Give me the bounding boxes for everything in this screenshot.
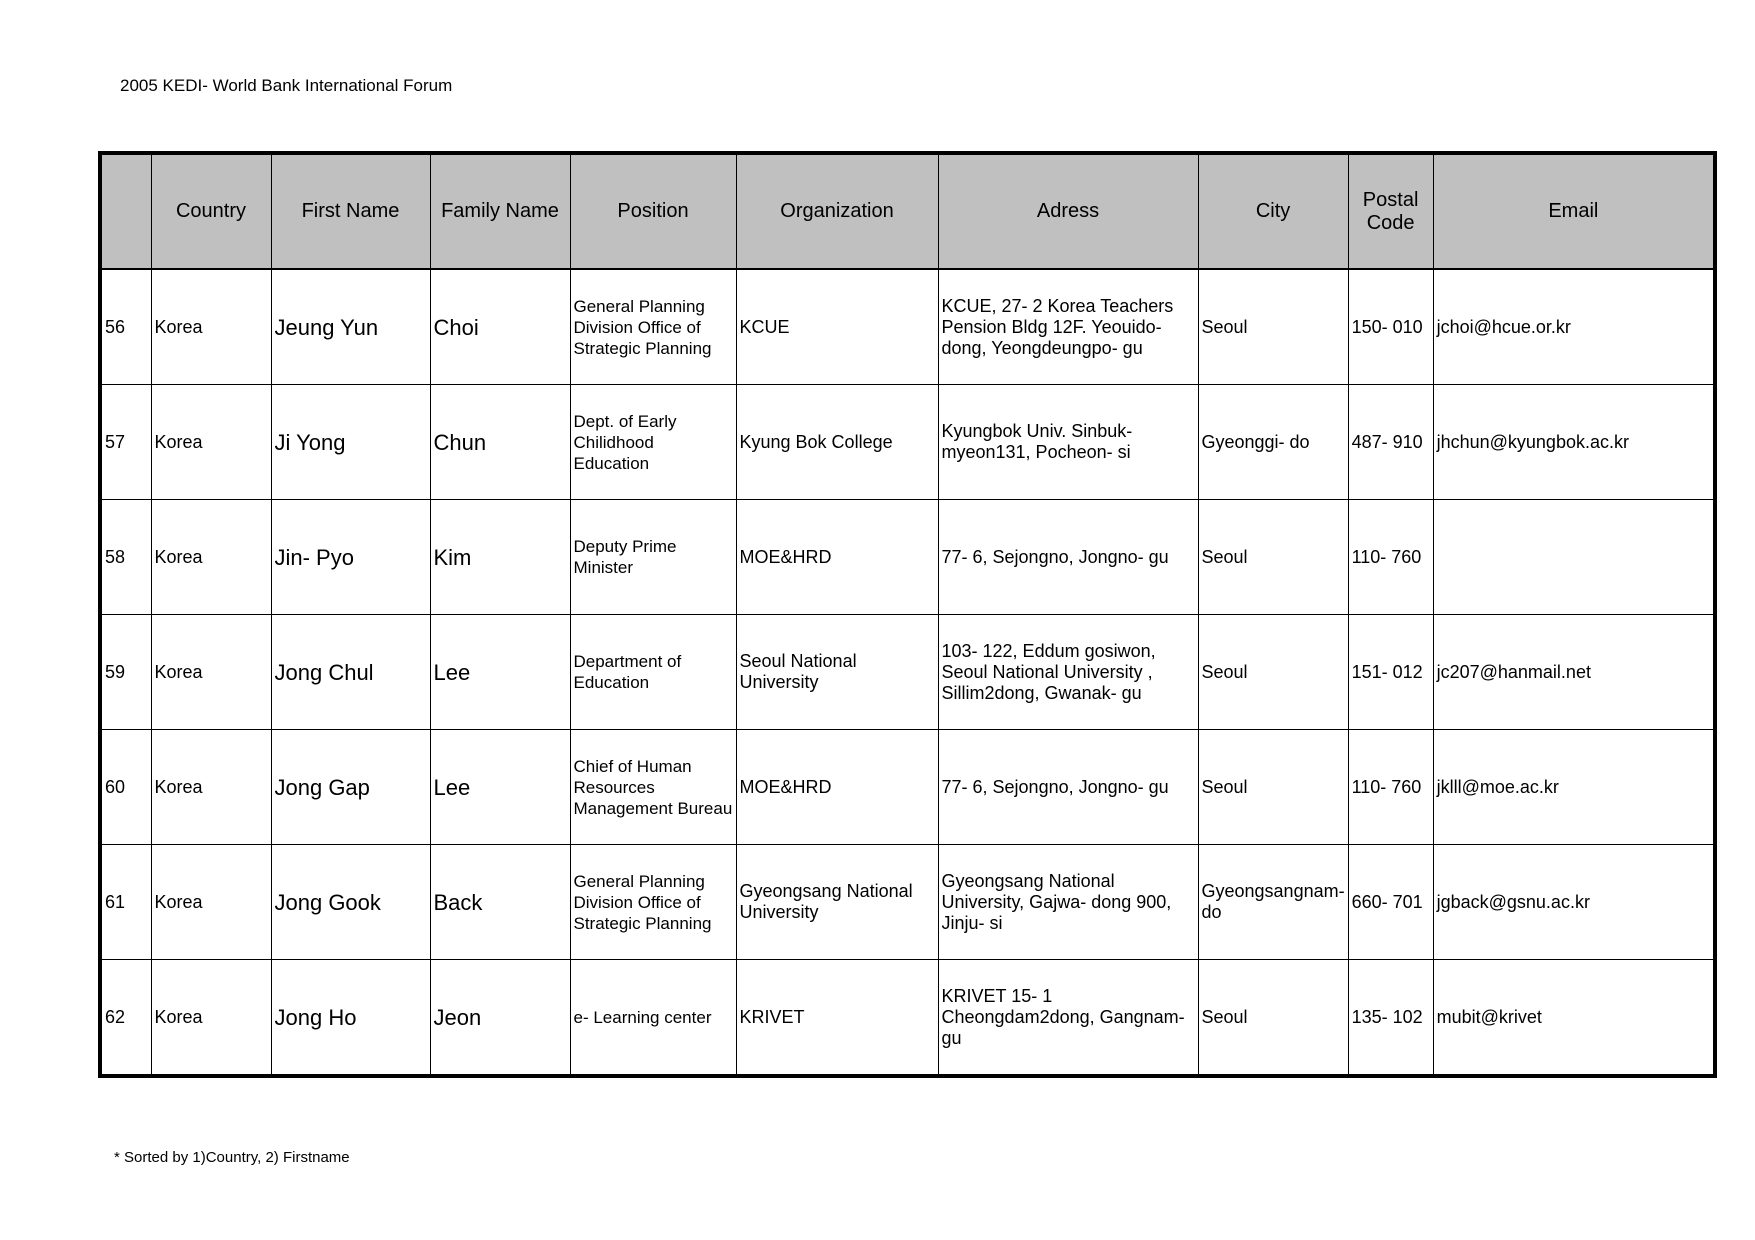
cell-family: Lee (430, 615, 570, 730)
table-row (100, 845, 1715, 960)
cell-org: KRIVET (736, 960, 938, 1077)
cell-no: 62 (100, 960, 151, 1077)
cell-first: Jong Chul (271, 615, 430, 730)
table-row (100, 615, 1715, 730)
cell-city: Gyeonggi- do (1198, 385, 1348, 500)
cell-country: Korea (151, 269, 271, 385)
header-postal-code: Postal Code (1348, 153, 1433, 269)
cell-position: General Planning Division Office of Strategic Planning (570, 269, 736, 385)
cell-city: Gyeongsangnam- do (1198, 845, 1348, 960)
cell-no: 57 (100, 385, 151, 500)
cell-postal: 150- 010 (1348, 269, 1433, 385)
cell-address: 77- 6, Sejongno, Jongno- gu (938, 500, 1198, 615)
cell-first: Jeung Yun (271, 269, 430, 385)
cell-no: 60 (100, 730, 151, 845)
cell-no: 59 (100, 615, 151, 730)
cell-postal: 151- 012 (1348, 615, 1433, 730)
header-organization: Organization (736, 153, 938, 269)
cell-country: Korea (151, 500, 271, 615)
cell-first: Jong Gook (271, 845, 430, 960)
table-row (100, 960, 1715, 1077)
cell-postal: 487- 910 (1348, 385, 1433, 500)
cell-no: 56 (100, 269, 151, 385)
table-row (100, 385, 1715, 500)
cell-postal: 110- 760 (1348, 500, 1433, 615)
cell-address: Gyeongsang National University, Gajwa- dong 900, Jinju- si (938, 845, 1198, 960)
cell-family: Kim (430, 500, 570, 615)
table-row (100, 730, 1715, 845)
cell-city: Seoul (1198, 730, 1348, 845)
cell-family: Choi (430, 269, 570, 385)
header-number (100, 153, 151, 269)
cell-family: Back (430, 845, 570, 960)
footnote: * Sorted by 1)Country, 2) Firstname (114, 1149, 350, 1166)
cell-address: KRIVET 15- 1 Cheongdam2dong, Gangnam- gu (938, 960, 1198, 1077)
header-city: City (1198, 153, 1348, 269)
cell-first: Jong Ho (271, 960, 430, 1077)
cell-postal: 660- 701 (1348, 845, 1433, 960)
cell-address: Kyungbok Univ. Sinbuk- myeon131, Pocheon- si (938, 385, 1198, 500)
cell-org: Seoul National University (736, 615, 938, 730)
cell-no: 61 (100, 845, 151, 960)
cell-city: Seoul (1198, 615, 1348, 730)
cell-org: Kyung Bok College (736, 385, 938, 500)
cell-address: KCUE, 27- 2 Korea Teachers Pension Bldg 12F. Yeouido- dong, Yeongdeungpo- gu (938, 269, 1198, 385)
document-title: 2005 KEDI- World Bank International Forum (120, 76, 453, 95)
header-position: Position (570, 153, 736, 269)
cell-position: e- Learning center (570, 960, 736, 1077)
cell-address: 77- 6, Sejongno, Jongno- gu (938, 730, 1198, 845)
cell-email: jgback@gsnu.ac.kr (1433, 845, 1715, 960)
cell-postal: 110- 760 (1348, 730, 1433, 845)
cell-first: Jin- Pyo (271, 500, 430, 615)
cell-city: Seoul (1198, 500, 1348, 615)
cell-city: Seoul (1198, 960, 1348, 1077)
header-address: Adress (938, 153, 1198, 269)
header-first-name: First Name (271, 153, 430, 269)
cell-email: jklll@moe.ac.kr (1433, 730, 1715, 845)
cell-position: Dept. of Early Chilidhood Education (570, 385, 736, 500)
cell-email: jchoi@hcue.or.kr (1433, 269, 1715, 385)
cell-address: 103- 122, Eddum gosiwon, Seoul National University , Sillim2dong, Gwanak- gu (938, 615, 1198, 730)
cell-country: Korea (151, 960, 271, 1077)
cell-org: Gyeongsang National University (736, 845, 938, 960)
cell-org: KCUE (736, 269, 938, 385)
header-family-name: Family Name (430, 153, 570, 269)
table-row (100, 269, 1715, 385)
cell-country: Korea (151, 385, 271, 500)
cell-family: Lee (430, 730, 570, 845)
header-row (100, 153, 1715, 269)
cell-family: Jeon (430, 960, 570, 1077)
cell-country: Korea (151, 615, 271, 730)
cell-position: Department of Education (570, 615, 736, 730)
cell-country: Korea (151, 730, 271, 845)
cell-email: mubit@krivet (1433, 960, 1715, 1077)
cell-first: Jong Gap (271, 730, 430, 845)
cell-no: 58 (100, 500, 151, 615)
cell-email: jc207@hanmail.net (1433, 615, 1715, 730)
table-row (100, 500, 1715, 615)
cell-email: jhchun@kyungbok.ac.kr (1433, 385, 1715, 500)
cell-email (1433, 500, 1715, 615)
cell-first: Ji Yong (271, 385, 430, 500)
cell-country: Korea (151, 845, 271, 960)
cell-position: Chief of Human Resources Management Bureau (570, 730, 736, 845)
participants-table (98, 151, 1717, 1078)
cell-position: Deputy Prime Minister (570, 500, 736, 615)
cell-org: MOE&HRD (736, 730, 938, 845)
cell-postal: 135- 102 (1348, 960, 1433, 1077)
cell-org: MOE&HRD (736, 500, 938, 615)
cell-city: Seoul (1198, 269, 1348, 385)
header-country: Country (151, 153, 271, 269)
cell-position: General Planning Division Office of Strategic Planning (570, 845, 736, 960)
cell-family: Chun (430, 385, 570, 500)
header-email: Email (1433, 153, 1715, 269)
